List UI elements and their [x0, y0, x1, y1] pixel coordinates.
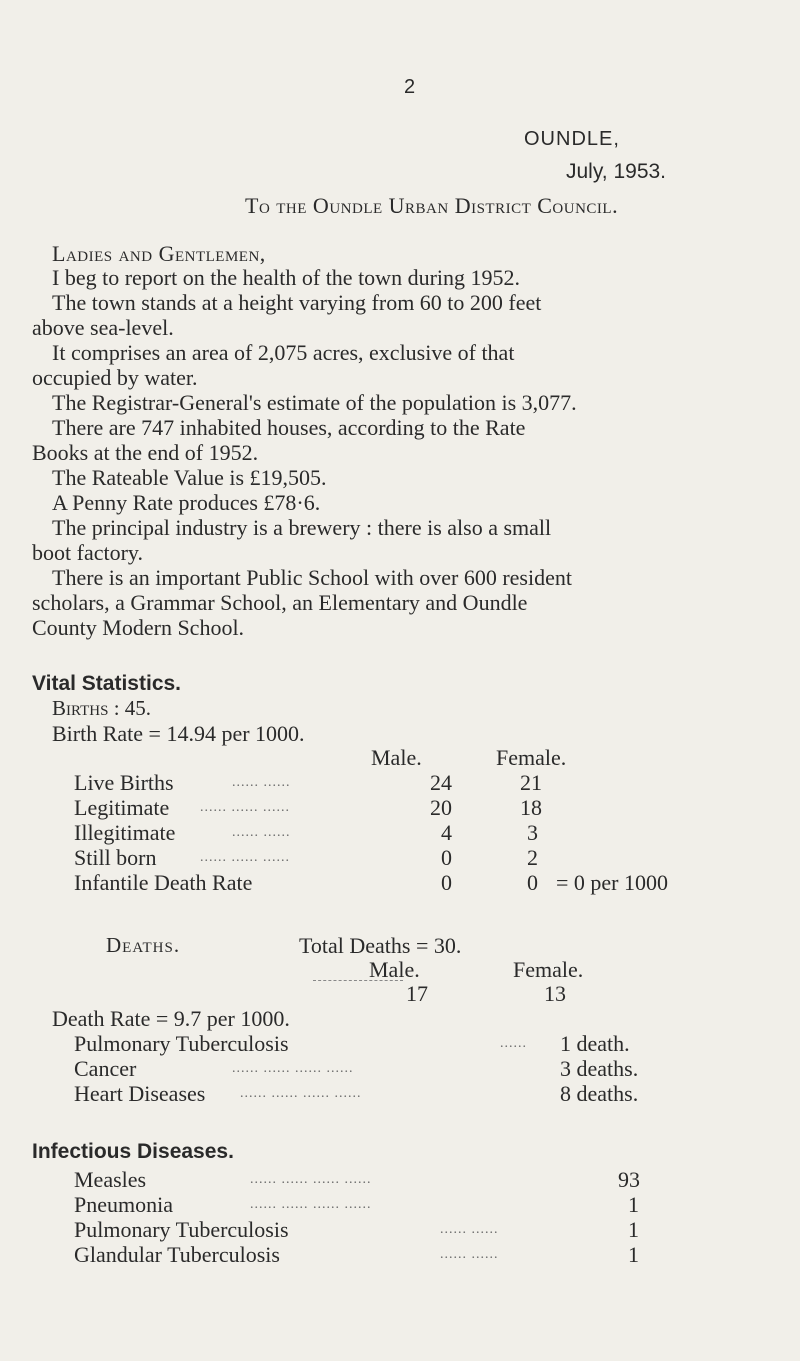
leader-dots: ...... ...... ...... [200, 850, 290, 865]
leader-dots: ...... ...... ...... ...... [232, 1061, 354, 1076]
disease-label: Measles [74, 1167, 147, 1192]
male-value: 20 [430, 795, 452, 820]
addressee: To the Oundle Urban District Council. [245, 193, 619, 218]
intro-line: scholars, a Grammar School, an Elementary and Oundle [32, 590, 528, 615]
intro-line: A Penny Rate produces £78·6. [52, 490, 321, 515]
leader-dots: ...... ...... ...... ...... [250, 1197, 372, 1212]
intro-line: There is an important Public School with over 600 resident [52, 565, 572, 590]
intro-line: I beg to report on the health of the town during 1952. [52, 265, 521, 290]
dashed-rule [313, 980, 403, 981]
intro-line: The Rateable Value is £19,505. [52, 465, 327, 490]
male-value: 4 [441, 820, 452, 845]
intro-line: The principal industry is a brewery : there is also a small [52, 515, 552, 540]
disease-label: Pulmonary Tuberculosis [74, 1217, 289, 1242]
cause-label: Heart Diseases [74, 1081, 206, 1106]
disease-count: 93 [618, 1167, 640, 1192]
table-row-label: Live Births [74, 770, 174, 795]
male-value: 0 [441, 845, 452, 870]
intro-line: There are 747 inhabited houses, according to the Rate [52, 415, 526, 440]
disease-count: 1 [628, 1242, 639, 1267]
male-value: 0 [441, 870, 452, 895]
female-value: 21 [520, 770, 542, 795]
leader-dots: ...... ...... [440, 1247, 499, 1262]
salutation: Ladies and Gentlemen, [52, 241, 266, 266]
leader-dots: ...... ...... ...... ...... [250, 1172, 372, 1187]
intro-line: It comprises an area of 2,075 acres, exclusive of that [52, 340, 515, 365]
female-value: 2 [527, 845, 538, 870]
births-total: Births : 45. [52, 696, 152, 720]
leader-dots: ...... ...... [232, 775, 291, 790]
deaths-col-male: Male. [369, 957, 420, 982]
female-value: 18 [520, 795, 542, 820]
cause-label: Cancer [74, 1056, 137, 1081]
female-value: 3 [527, 820, 538, 845]
deaths-male-value: 17 [406, 981, 428, 1006]
table-row-label: Infantile Death Rate [74, 870, 253, 895]
total-deaths: Total Deaths = 30. [299, 933, 462, 958]
cause-value: 1 death. [560, 1031, 630, 1056]
table-row-label: Legitimate [74, 795, 170, 820]
intro-line: above sea-level. [32, 315, 174, 340]
leader-dots: ...... ...... ...... ...... [240, 1086, 362, 1101]
leader-dots: ...... ...... [440, 1222, 499, 1237]
intro-line: Books at the end of 1952. [32, 440, 259, 465]
cause-value: 8 deaths. [560, 1081, 639, 1106]
col-male: Male. [371, 745, 422, 770]
disease-label: Pneumonia [74, 1192, 173, 1217]
table-row-label: Illegitimate [74, 820, 176, 845]
intro-line: occupied by water. [32, 365, 198, 390]
intro-line: County Modern School. [32, 615, 245, 640]
infantile-rate-note: = 0 per 1000 [556, 870, 668, 895]
intro-line: The town stands at a height varying from 60 to 200 feet [52, 290, 542, 315]
infectious-diseases-heading: Infectious Diseases. [32, 1140, 234, 1163]
leader-dots: ...... ...... ...... [200, 800, 290, 815]
report-date: July, 1953. [566, 160, 667, 183]
leader-dots: ...... ...... [232, 825, 291, 840]
disease-label: Glandular Tuberculosis [74, 1242, 280, 1267]
col-female: Female. [496, 745, 567, 770]
female-value: 0 [527, 870, 538, 895]
deaths-col-female: Female. [513, 957, 584, 982]
death-rate: Death Rate = 9.7 per 1000. [52, 1006, 290, 1031]
male-value: 24 [430, 770, 452, 795]
disease-count: 1 [628, 1217, 639, 1242]
cause-value: 3 deaths. [560, 1056, 639, 1081]
deaths-label: Deaths. [106, 933, 181, 957]
place-heading: OUNDLE, [524, 128, 620, 150]
cause-label: Pulmonary Tuberculosis [74, 1031, 289, 1056]
intro-line: The Registrar-General's estimate of the population is 3,077. [52, 390, 577, 415]
deaths-female-value: 13 [544, 981, 566, 1006]
vital-statistics-heading: Vital Statistics. [32, 672, 182, 695]
page-number: 2 [404, 76, 416, 98]
disease-count: 1 [628, 1192, 639, 1217]
intro-line: boot factory. [32, 540, 143, 565]
leader-dots: ...... [500, 1036, 527, 1051]
table-row-label: Still born [74, 845, 157, 870]
birth-rate: Birth Rate = 14.94 per 1000. [52, 721, 305, 746]
